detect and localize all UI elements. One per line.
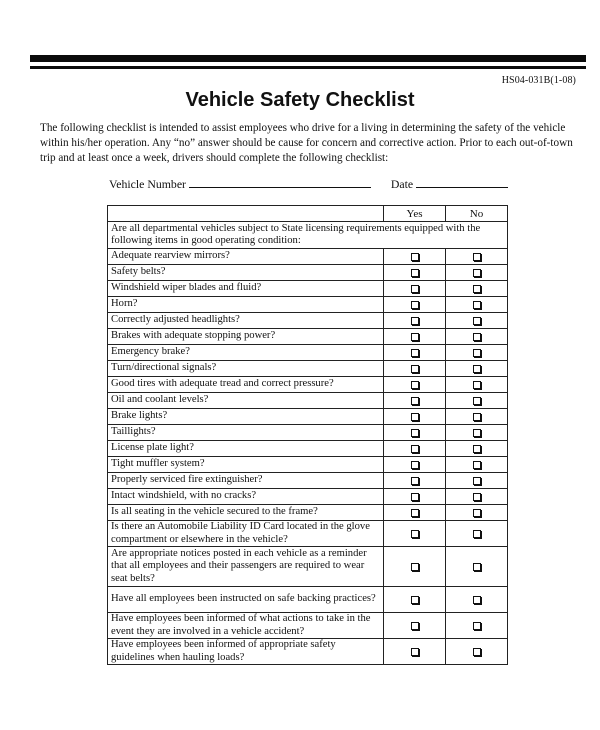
yes-checkbox[interactable] [411, 493, 419, 501]
no-checkbox[interactable] [473, 563, 481, 571]
table-row [108, 393, 508, 409]
question-text: Taillights? [108, 425, 384, 441]
no-checkbox[interactable] [473, 317, 481, 325]
table-row [108, 547, 508, 587]
yes-checkbox[interactable] [411, 622, 419, 630]
yes-checkbox[interactable] [411, 301, 419, 309]
vehicle-info-line [109, 177, 508, 192]
table-row [108, 409, 508, 425]
yes-checkbox[interactable] [411, 333, 419, 341]
question-text: Have employees been informed of what actions to take in the event they are involved in a vehicle accident? [108, 613, 384, 639]
yes-checkbox[interactable] [411, 317, 419, 325]
no-checkbox[interactable] [473, 301, 481, 309]
page-title: Vehicle Safety Checklist [185, 89, 415, 111]
yes-checkbox[interactable] [411, 429, 419, 437]
question-text: Intact windshield, with no cracks? [108, 489, 384, 505]
question-text: Emergency brake? [108, 345, 384, 361]
vehicle-number-label: Vehicle Number [109, 177, 186, 191]
header-rule-thin [30, 66, 586, 69]
no-checkbox[interactable] [473, 365, 481, 373]
no-checkbox[interactable] [473, 413, 481, 421]
question-text: Safety belts? [108, 265, 384, 281]
table-row [108, 441, 508, 457]
yes-checkbox[interactable] [411, 269, 419, 277]
yes-checkbox[interactable] [411, 365, 419, 373]
question-text: Have employees been informed of appropriate safety guidelines when hauling loads? [108, 639, 384, 665]
yes-checkbox[interactable] [411, 648, 419, 656]
question-text: Adequate rearview mirrors? [108, 249, 384, 265]
question-text: Is all seating in the vehicle secured to the frame? [108, 505, 384, 521]
question-text: Brake lights? [108, 409, 384, 425]
no-checkbox[interactable] [473, 648, 481, 656]
header-rule-thick [30, 55, 586, 62]
no-checkbox[interactable] [473, 269, 481, 277]
yes-checkbox[interactable] [411, 381, 419, 389]
no-checkbox[interactable] [473, 381, 481, 389]
no-checkbox[interactable] [473, 285, 481, 293]
yes-checkbox[interactable] [411, 530, 419, 538]
no-checkbox[interactable] [473, 477, 481, 485]
no-checkbox[interactable] [473, 622, 481, 630]
date-label: Date [390, 177, 414, 191]
checklist-table [107, 205, 508, 665]
question-text: License plate light? [108, 441, 384, 457]
table-row [108, 613, 508, 639]
yes-header: Yes [384, 206, 446, 222]
date-field[interactable] [416, 177, 508, 188]
table-row [108, 249, 508, 265]
no-checkbox[interactable] [473, 596, 481, 604]
yes-checkbox[interactable] [411, 509, 419, 517]
table-row [108, 361, 508, 377]
question-text: Horn? [108, 297, 384, 313]
no-checkbox[interactable] [473, 461, 481, 469]
yes-checkbox[interactable] [411, 596, 419, 604]
table-row [108, 457, 508, 473]
question-text: Is there an Automobile Liability ID Card located in the glove compartment or elsewhere in the vehicle? [108, 521, 384, 547]
question-text: Brakes with adequate stopping power? [108, 329, 384, 345]
table-row [108, 521, 508, 547]
question-text: Correctly adjusted headlights? [108, 313, 384, 329]
table-row [108, 425, 508, 441]
no-checkbox[interactable] [473, 333, 481, 341]
question-text: Are appropriate notices posted in each vehicle as a reminder that all employees and their passengers are required to wear seat belts? [108, 547, 384, 587]
question-text: Good tires with adequate tread and correct pressure? [108, 377, 384, 393]
table-row [108, 377, 508, 393]
question-text: Oil and coolant levels? [108, 393, 384, 409]
table-row [108, 587, 508, 613]
yes-checkbox[interactable] [411, 349, 419, 357]
intro-paragraph [40, 121, 580, 166]
table-row [108, 329, 508, 345]
table-row [108, 265, 508, 281]
no-checkbox[interactable] [473, 493, 481, 501]
yes-checkbox[interactable] [411, 445, 419, 453]
no-checkbox[interactable] [473, 445, 481, 453]
table-row [108, 345, 508, 361]
yes-checkbox[interactable] [411, 397, 419, 405]
no-checkbox[interactable] [473, 509, 481, 517]
table-row [108, 313, 508, 329]
no-header: No [446, 206, 508, 222]
question-text: Turn/directional signals? [108, 361, 384, 377]
no-checkbox[interactable] [473, 349, 481, 357]
table-row [108, 297, 508, 313]
table-row [108, 489, 508, 505]
table-row [108, 639, 508, 665]
question-text: Have all employees been instructed on safe backing practices? [108, 587, 384, 613]
table-intro-text: Are all departmental vehicles subject to State licensing requirements equipped with the following items in good operating condition: [108, 222, 508, 249]
yes-checkbox[interactable] [411, 285, 419, 293]
table-row [108, 473, 508, 489]
yes-checkbox[interactable] [411, 477, 419, 485]
yes-checkbox[interactable] [411, 461, 419, 469]
question-text: Properly serviced fire extinguisher? [108, 473, 384, 489]
table-row [108, 281, 508, 297]
intro-text: The following checklist is intended to assist employees who drive for a living in determining the safety of the vehicle within his/her operation. Any “no” answer should be cause for concern and corrective action. Prior to each out-of-town trip and at least once a week, drivers should complete the following checklist: [40, 122, 573, 164]
form-code: HS04-031B(1-08) [501, 75, 576, 86]
table-row [108, 505, 508, 521]
no-checkbox[interactable] [473, 429, 481, 437]
question-header [108, 206, 384, 222]
yes-checkbox[interactable] [411, 253, 419, 261]
no-checkbox[interactable] [473, 397, 481, 405]
question-text: Tight muffler system? [108, 457, 384, 473]
question-text: Windshield wiper blades and fluid? [108, 281, 384, 297]
no-checkbox[interactable] [473, 253, 481, 261]
yes-checkbox[interactable] [411, 563, 419, 571]
vehicle-number-field[interactable] [189, 177, 371, 188]
no-checkbox[interactable] [473, 530, 481, 538]
yes-checkbox[interactable] [411, 413, 419, 421]
